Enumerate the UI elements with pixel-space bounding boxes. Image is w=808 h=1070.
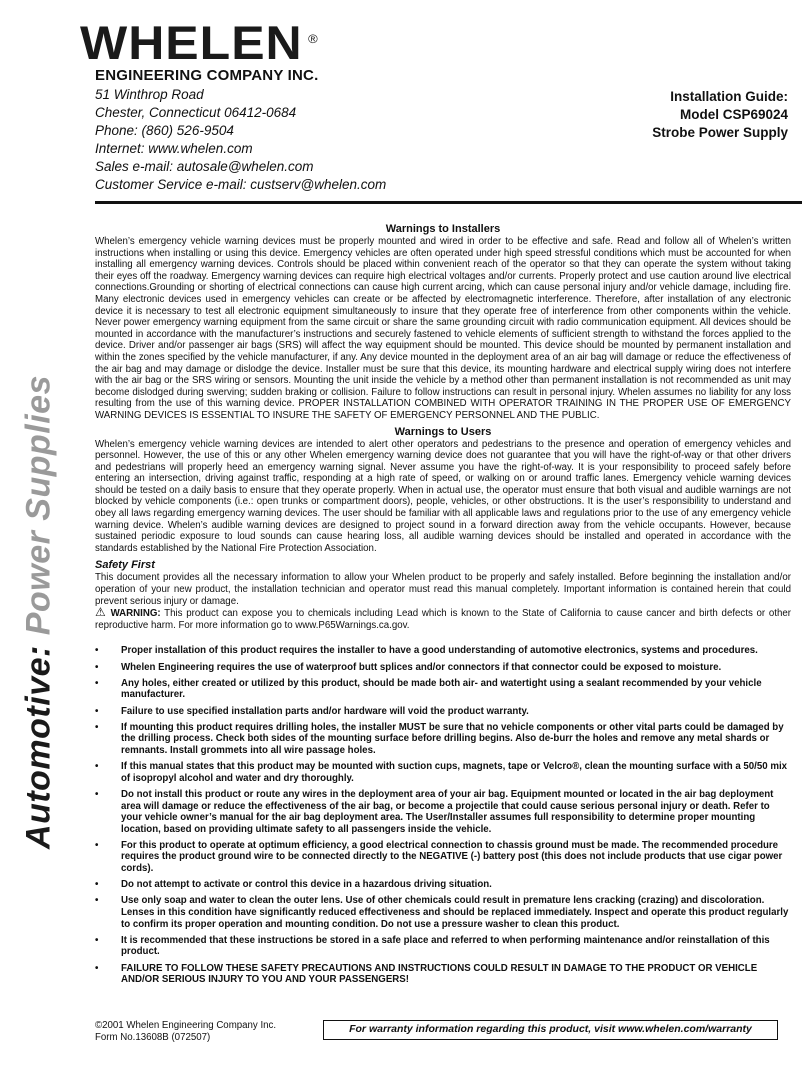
warning-text: This product can expose you to chemicals including Lead which is known to the State of California to cause cancer and birth defects or other reproductive harm. For more information go to www.P65Warnings.ca.gov. [95, 608, 791, 631]
list-item: • If mounting this product requires drilling holes, the installer MUST be sure that no vehicle components or other vital parts could be damaged by the drilling process. Check both sides of the mounting surface before drilling begins. Also de-burr the holes and remove any metal shards or remnants. Install grommets into all wire passage holes. [95, 721, 784, 756]
installers-body: Whelen’s emergency vehicle warning devices must be properly mounted and wired in order to be effective and safe. Read and follow all of Whelen’s written instructions when installing or using this device. Emergency vehicles are often operated under high speed stressful conditions which must be accounted for when installing all emergency warning devices. Controls should be placed within convenient reach of the operator so that they can operate the system without taking their eyes off the roadway. Emergency warning devices can require high electrical voltages and/or currents. Properly protect and use caution around live electrical connections.Grounding or shorting of electrical connections can cause high current arcing, which can cause personal injury and/or vehicle damage, including fire. Many electronic devices used in emergency vehicles can create or be affected by electromagnetic interference. Therefore, after installation of any electronic device it is necessary to test all electronic equipment simultaneously to insure that they operate free of interference from other components within the vehicle. Never power emergency warning equipment from the same circuit or share the same grounding circuit with radio communication equipment. All devices should be mounted in accordance with the manufacturer’s instructions and securely fastened to vehicle elements of sufficient strength to withstand the forces applied to the device. Driver and/or passenger air bags (SRS) will affect the way equipment should be mounted. This device should be mounted by permanent installation and within the zones specified by the vehicle manufacturer, if any. Any device mounted in the deployment area of an air bag will damage or reduce the effectiveness of the air bag and may damage or dislodge the device. Installer must be sure that this device, its mounting hardware and electrical supply wiring does not interfere with the air bag or the SRS wiring or sensors. Mounting the unit inside the vehicle by a method other than permanent installation is not recommended as unit may become dislodged during swerving; sudden braking or collision. Failure to follow instructions can result in personal injury. Whelen assumes no liability for any loss resulting from the use of this warning device. PROPER INSTALLATION COMBINED WITH OPERATOR TRAINING IN THE PROPER USE OF EMERGENCY WARNING DEVICES IS ESSENTIAL TO INSURE THE SAFETY OF EMERGENCY PERSONNEL AND THE PUBLIC. [95, 236, 791, 421]
installers-heading: Warnings to Installers [385, 223, 501, 235]
guide-title [652, 88, 788, 142]
warning-label: WARNING: [110, 608, 161, 620]
safety-body: This document provides all the necessary information to allow your Whelen product to be properly and safely installed. Before beginning the installation and/or operation of your new product, the installation technician and operator must read this manual completely. Important information is contained herein that could prevent serious injury or damage. [95, 572, 791, 607]
list-item: • Whelen Engineering requires the use of waterproof butt splices and/or connectors if that connector could be exposed to moisture. [95, 661, 722, 673]
guide-product: Strobe Power Supply [652, 125, 788, 140]
list-item: • Do not install this product or route any wires in the deployment area of your air bag. Equipment mounted or located in the air bag deployment area will damage or reduce the effectiveness of the air bag, or become a projectile that could cause serious personal injury or death. Refer to your vehicle owner’s manual for the air bag deployment area. The User/Installer assumes full responsibility to determine proper mounting location, based on providing ultimate safety to all passengers inside the vehicle. [95, 788, 774, 835]
list-item: • For this product to operate at optimum efficiency, a good electrical connection to chassis ground must be made. The recommended procedure requires the product ground wire to be connected directly to the NEGATIVE (-) battery post (this does not include products that use cigar power cords). [95, 839, 783, 875]
category-sidebar [0, 202, 78, 1014]
footer-info [95, 1020, 276, 1044]
bullet-dot: • [95, 661, 99, 673]
list-item: • Do not attempt to activate or control this device in a hazardous driving situation. [95, 879, 492, 891]
bullet-dot: • [95, 879, 99, 891]
users-body: Whelen’s emergency vehicle warning devices are intended to alert other operators and pedestrians to the presence and operation of emergency vehicles and personnel. However, the use of this or any other Whelen emergency warning device does not guarantee that you will have the right-of-way or that other drivers and pedestrians will properly heed an emergency warning signal. Never assume you have the right-of-way. It is your responsibility to proceed safely before entering an intersection, driving against traffic, responding at a high rate of speed, or walking on or around traffic lanes. Emergency vehicle warning devices should be tested on a daily basis to ensure that they operate properly. When in actual use, the operator must ensure that both visual and audible warnings are not blocked by vehicle components (i.e.: open trunks or compartment doors), people, vehicles, or other obstructions. It is the user’s responsibility to understand and obey all laws regarding emergency warning devices. The user should be familiar with all applicable laws and regulations prior to the use of any emergency vehicle warning device. Whelen’s audible warning devices are designed to project sound in a forward direction away from the vehicle occupants. However, because sustained periodic exposure to loud sounds can cause hearing loss, all audible warning devices should be installed and operated in accordance with the standards established by the National Fire Protection Association. [95, 438, 791, 554]
form-number: Form No.13608B (072507) [95, 1032, 211, 1043]
bullet-dot: • [95, 705, 99, 717]
list-item: • FAILURE TO FOLLOW THESE SAFETY PRECAUTIONS AND INSTRUCTIONS COULD RESULT IN DAMAGE TO THE PRODUCT OR VEHICLE AND/OR SERIOUS INJURY TO YOU AND YOUR PASSENGERS! [95, 962, 758, 986]
safety-bullets [95, 645, 791, 985]
warning-triangle-icon: ⚠ [95, 605, 107, 620]
list-item: • It is recommended that these instructions be stored in a safe place and referred to when performing maintenance and/or reinstallation of this product. [95, 934, 770, 958]
address-phone: Phone: (860) 526-9504 [95, 123, 234, 138]
list-item: • Any holes, either created or utilized by this product, should be made both air- and watertight using a sealant recommended by your vehicle manufacturer. [95, 677, 762, 701]
logo-text: WHELEN [80, 16, 303, 70]
bullet-dot: • [95, 645, 99, 657]
category-sub: Power Supplies [19, 375, 58, 636]
category-main: Automotive: [19, 645, 58, 849]
list-item: • Proper installation of this product requires the installer to have a good understanding of automotive electronics, systems and procedures. [95, 645, 758, 657]
company-name: ENGINEERING COMPANY INC. [95, 67, 319, 84]
main-content [95, 222, 791, 990]
bullet-dot: • [95, 788, 99, 800]
list-item: • Failure to use specified installation parts and/or hardware will void the product warranty. [95, 705, 529, 717]
users-heading: Warnings to Users [394, 425, 492, 438]
address-street: 51 Winthrop Road [95, 87, 204, 102]
address-internet: Internet: www.whelen.com [95, 141, 253, 156]
bullet-dot: • [95, 839, 99, 851]
safety-heading: Safety First [95, 559, 155, 572]
registered-mark: ® [308, 31, 319, 46]
prop65-warning [95, 607, 791, 631]
address-sales-email: Sales e-mail: autosale@whelen.com [95, 159, 314, 174]
bullet-dot: • [95, 761, 99, 773]
company-address [95, 86, 386, 194]
guide-label: Installation Guide: [670, 89, 788, 104]
bullet-dot: • [95, 962, 99, 974]
address-city: Chester, Connecticut 06412-0684 [95, 105, 297, 120]
list-item: • If this manual states that this product may be mounted with suction cups, magnets, tape or Velcro®, clean the mounting surface with a 50/50 mix of isopropyl alcohol and water and dry thoroughly. [95, 761, 788, 784]
copyright-text: ©2001 Whelen Engineering Company Inc. [95, 1020, 277, 1031]
address-service-email: Customer Service e-mail: custserv@whelen.com [95, 177, 387, 192]
bullet-dot: • [95, 895, 99, 907]
guide-model: Model CSP69024 [679, 107, 788, 122]
bullet-dot: • [95, 677, 99, 689]
whelen-logo [80, 16, 319, 70]
header-divider [95, 201, 802, 204]
bullet-dot: • [95, 721, 99, 733]
category-label [20, 375, 59, 849]
bullet-dot: • [95, 934, 99, 946]
list-item: • Use only soap and water to clean the outer lens. Use of other chemicals could result in premature lens cracking (crazing) and discoloration. Lenses in this condition have significantly reduced effectiveness and should be replaced immediately. Inspect and operate this product regularly to confirm its proper operation and mounting condition. Do not use a pressure washer to clean this product. [95, 895, 789, 930]
warranty-notice: For warranty information regarding this product, visit www.whelen.com/warranty [323, 1020, 778, 1040]
